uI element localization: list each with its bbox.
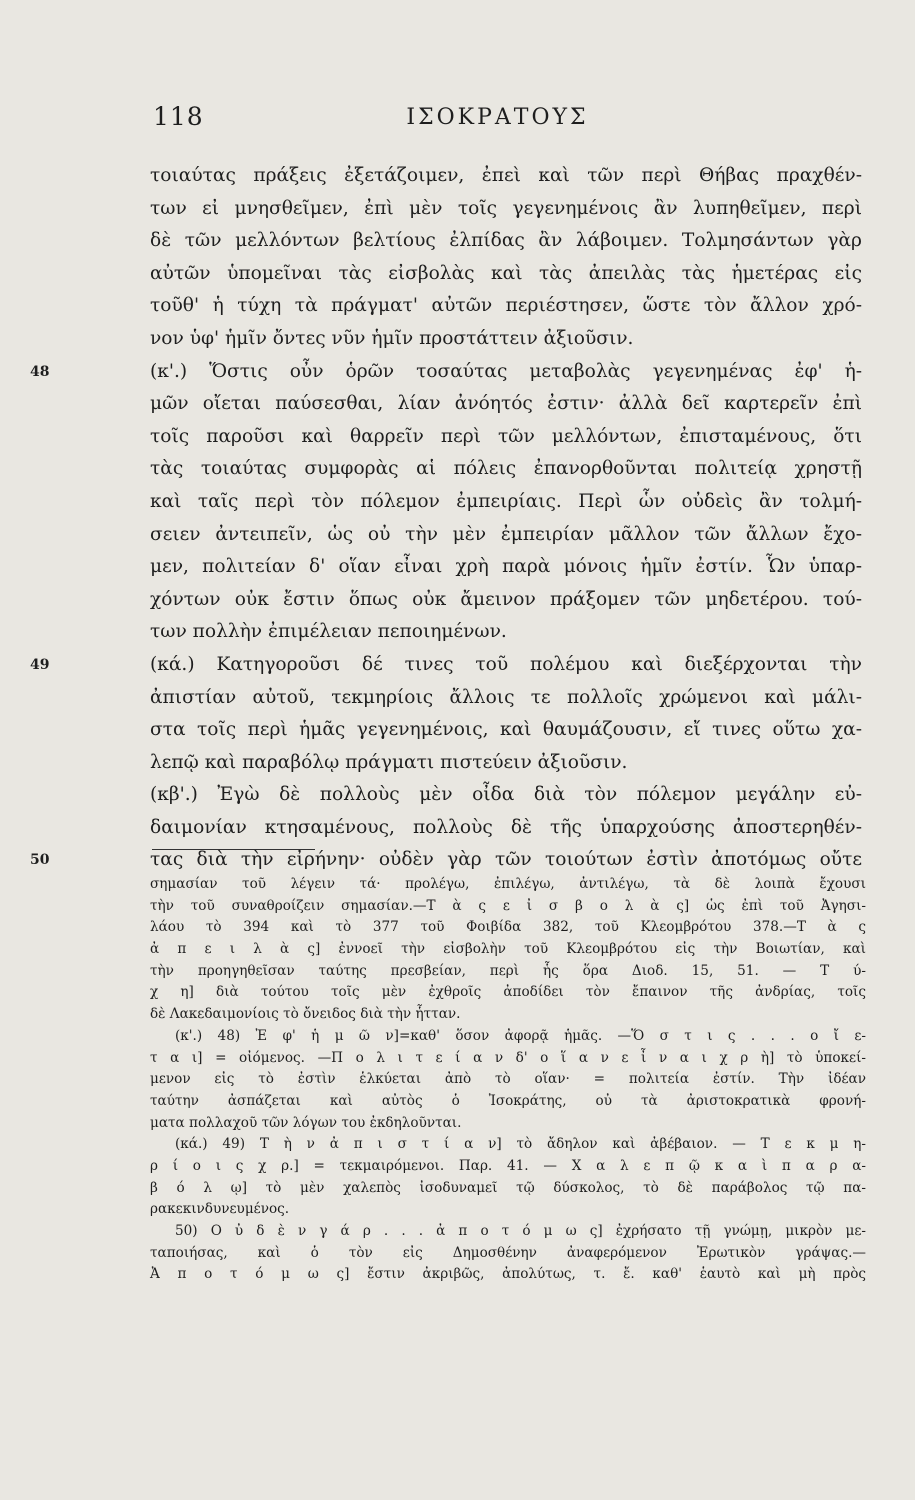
line-text: χόντων οὐκ ἔστιν ὅπως οὐκ ἄμεινον πράξομεν τῶν μηδετέρου. τού- — [150, 588, 862, 610]
text-line — [150, 486, 862, 519]
footnote-line: τὴν προηγηθεῖσαν ταύτης πρεσβείαν, περὶ ἧς ὅρα Διοδ. 15, 51. — Τ ύ- — [150, 962, 866, 979]
line-text: δαιμονίαν κτησαμένους, πολλοὺς δὲ τῆς ὑπαρχούσης ἀποστερηθέν- — [150, 816, 862, 838]
footnote-line: δὲ Λακεδαιμονίοις τὸ ὄνειδος διὰ τὴν ἧτταν. — [150, 1006, 461, 1023]
footnote-line: σημασίαν τοῦ λέγειν τά· προλέγω, ἐπιλέγω, ἀντιλέγω, τὰ δὲ λοιπὰ ἔχουσι — [150, 876, 866, 892]
text-line — [150, 779, 862, 812]
text-line — [30, 356, 862, 389]
line-text: (κ'.) Ὅστις οὖν ὁρῶν τοσαύτας μεταβολὰς γεγενημένας ἐφ' ἡ- — [150, 360, 862, 382]
footnote-line: μενον εἰς τὸ ἐστὶν ἑλκύεται ἀπὸ τὸ οἵαν· = πολιτεία ἐστίν. Τὴν ἰδέαν — [150, 1071, 866, 1088]
margin-number: 50 — [30, 852, 50, 869]
line-text: τὰς τοιαύτας συμφορὰς αἱ πόλεις ἐπανορθοῦνται πολιτείᾳ χρηστῇ — [150, 458, 862, 480]
line-text: σειεν ἀντειπεῖν, ὡς οὐ τὴν μὲν ἐμπειρίαν μᾶλλον τῶν ἄλλων ἔχο- — [150, 523, 862, 545]
line-text: τοῖς παροῦσι καὶ θαρρεῖν περὶ τῶν μελλόντων, ἐπισταμένους, ὅτι — [150, 425, 862, 447]
line-text: των εἰ μνησθεῖμεν, ἐπὶ μὲν τοῖς γεγενημένοις ἂν λυπηθεῖμεν, περὶ — [150, 197, 862, 219]
line-text: δὲ τῶν μελλόντων βελτίους ἐλπίδας ἂν λάβοιμεν. Τολμησάντων γὰρ — [150, 230, 862, 252]
footnote-line: 50) Ο ὐ δ ὲ ν γ ά ρ . . . ἀ π ο τ ό μ ω ς] ἐχρήσατο τῇ γνώμῃ, μικρὸν με- — [175, 1223, 866, 1239]
line-text: (κβ'.) Ἐγὼ δὲ πολλοὺς μὲν οἶδα διὰ τὸν πόλεμον μεγάλην εὐ- — [150, 784, 862, 806]
main-text — [30, 160, 862, 877]
line-text: αὐτῶν ὑπομεῖναι τὰς εἰσβολὰς καὶ τὰς ἀπειλὰς τὰς ἡμετέρας εἰς — [150, 262, 862, 284]
text-line — [150, 421, 862, 454]
text-line — [150, 388, 862, 421]
line-text: λεπῷ καὶ παραβόλῳ πράγματι πιστεύειν ἀξιοῦσιν. — [150, 751, 628, 773]
footnote-line: ρ ί ο ι ς χ ρ.] = τεκμαιρόμενοι. Παρ. 41. — Χ α λ ε π ῷ κ α ὶ π α ρ α- — [150, 1157, 866, 1174]
footnote-line: λάου τὸ 394 καὶ τὸ 377 τοῦ Φοιβίδα 382, τοῦ Κλεομβρότου 378.—Τ ὰ ς — [150, 919, 866, 936]
page-number: 118 — [153, 102, 204, 131]
text-line — [30, 649, 862, 682]
line-text: νον ὑφ' ἡμῖν ὄντες νῦν ἡμῖν προστάττειν ἀξιοῦσιν. — [150, 327, 634, 349]
footnote-line: χ η] διὰ τούτου τοῖς μὲν ἐχθροῖς ἀποδίδει τὸν ἔπαινον τῆς ἀνδρίας, τοῖς — [150, 984, 866, 1001]
text-line — [150, 616, 862, 649]
text-line — [150, 551, 862, 584]
line-text: στα τοῖς περὶ ἡμᾶς γεγενημένοις, καὶ θαυμάζουσιν, εἴ τινες οὕτω χα- — [150, 719, 862, 741]
footnote-line: (κ'.) 48) Ἐ φ' ἡ μ ῶ ν]=καθ' ὅσον ἀφορᾷ ἡμᾶς. —Ὅ σ τ ι ς . . . ο ἴ ε- — [175, 1027, 866, 1044]
footnote-line: ρακεκινδυνευμένος. — [150, 1201, 290, 1218]
line-text: μῶν οἴεται παύσεσθαι, λίαν ἀνόητός ἐστιν· ἀλλὰ δεῖ καρτερεῖν ἐπὶ — [150, 393, 862, 415]
line-text: τοιαύτας πράξεις ἐξετάζοιμεν, ἐπεὶ καὶ τῶν περὶ Θήβας πραχθέν- — [150, 165, 862, 186]
text-line — [150, 682, 862, 715]
footnote-line: ἀ π ε ι λ ὰ ς] ἐννοεῖ τὴν εἰσβολὴν τοῦ Κλεομβρότου εἰς τὴν Βοιωτίαν, καὶ — [150, 941, 866, 958]
footnote-line: ταύτην ἀσπάζεται καὶ αὐτὸς ὁ Ἰσοκράτης, οὐ τὰ ἀριστοκρατικὰ φρονή- — [150, 1092, 866, 1109]
text-line — [150, 290, 862, 323]
footnote-line: (κά.) 49) Τ ὴ ν ἀ π ι σ τ ί α ν] τὸ ἄδηλον καὶ ἀβέβαιον. — Τ ε κ μ η- — [175, 1136, 866, 1153]
text-line — [150, 747, 862, 780]
footnote-line: β ό λ ῳ] τὸ μὲν χαλεπὸς ἰσοδυναμεῖ τῷ δύσκολος, τὸ δὲ παράβολος τῷ πα- — [150, 1179, 866, 1196]
footnote-line: Ἀ π ο τ ό μ ω ς] ἔστιν ἀκριβῶς, ἀπολύτως, τ. ἔ. καθ' ἑαυτὸ καὶ μὴ πρὸς — [150, 1266, 866, 1283]
margin-number: 48 — [30, 363, 50, 380]
line-text: (κά.) Κατηγοροῦσι δέ τινες τοῦ πολέμου καὶ διεξέρχονται τὴν — [150, 653, 862, 675]
footnote-line: τὴν τοῦ συναθροίζειν σημασίαν.—Τ ὰ ς ε ἰ σ β ο λ ὰ ς] ὡς ἐπὶ τοῦ Ἀγησι- — [150, 897, 866, 914]
line-text: των πολλὴν ἐπιμέλειαν πεποιημένων. — [150, 621, 507, 643]
text-line — [150, 160, 862, 193]
line-text: ἀπιστίαν αὐτοῦ, τεκμηρίοις ἄλλοις τε πολλοῖς χρώμενοι καὶ μάλι- — [150, 686, 862, 708]
text-line — [150, 519, 862, 552]
line-text: τοῦθ' ἡ τύχη τὰ πράγματ' αὐτῶν περιέστησεν, ὥστε τὸν ἄλλον χρό- — [150, 295, 862, 317]
text-line — [150, 812, 862, 845]
footnote-separator — [152, 849, 315, 850]
text-line — [150, 453, 862, 486]
footnotes — [150, 874, 866, 1286]
footnote-line: τ α ι] = οἰόμενος. —Π ο λ ι τ ε ί α ν δ' ο ἵ α ν ε ἶ ν α ι χ ρ ὴ] τὸ ὑποκεί- — [150, 1049, 866, 1066]
footnote-line: ματα πολλαχοῦ τῶν λόγων του ἐκδηλοῦνται. — [150, 1114, 462, 1131]
line-text: τας διὰ τὴν εἰρήνην· οὐδὲν γὰρ τῶν τοιούτων ἐστὶν ἀποτόμως οὔτε — [150, 849, 862, 871]
text-line — [150, 584, 862, 617]
text-line — [150, 258, 862, 291]
margin-number: 49 — [30, 656, 50, 673]
text-line — [150, 193, 862, 226]
text-line — [150, 714, 862, 747]
line-text: μεν, πολιτείαν δ' οἵαν εἶναι χρὴ παρὰ μόνοις ἡμῖν ἐστίν. Ὧν ὑπαρ- — [150, 556, 862, 578]
text-line — [150, 323, 862, 356]
running-title: ΙΣΟΚΡΑΤΟΥΣ — [406, 105, 589, 130]
page-header — [140, 102, 855, 142]
text-line — [150, 225, 862, 258]
line-text: καὶ ταῖς περὶ τὸν πόλεμον ἐμπειρίαις. Περὶ ὧν οὐδεὶς ἂν τολμή- — [150, 490, 862, 512]
footnote-line: ταποιήσας, καὶ ὁ τὸν εἰς Δημοσθένην ἀναφερόμενον Ἐρωτικὸν γράψας.— — [150, 1244, 866, 1261]
